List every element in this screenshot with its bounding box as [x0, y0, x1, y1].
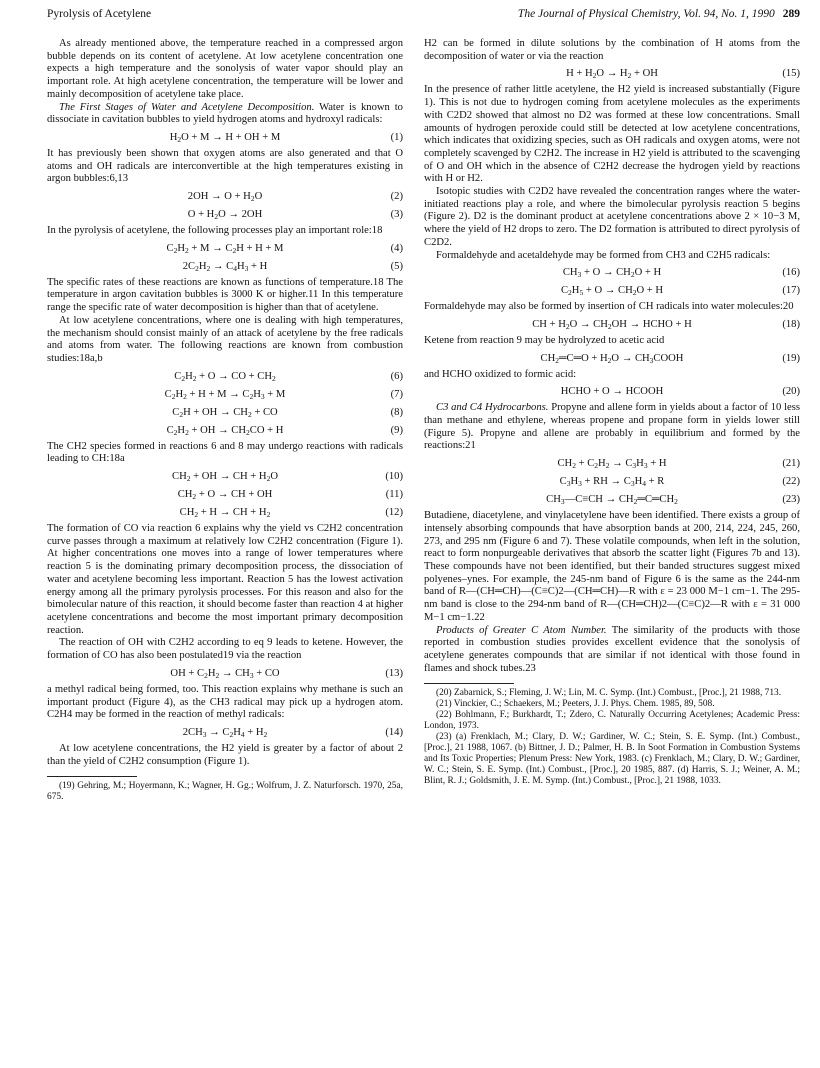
- paragraph: At low acetylene concentrations, where one is dealing with high temperatures, the mechanism should consist mainly of an attack of acetylene by the free radicals and atoms from water. The following reactions are known from combustion studies:18a,b: [47, 314, 403, 364]
- paragraph: At low acetylene concentrations, the H2 yield is greater by a factor of about 2 than the yield of C2H2 consumption (Figure 1).: [47, 742, 403, 767]
- equation-8: $C_2H$ + OH → $CH_2$ + CO (8): [172, 406, 403, 419]
- footnote-20: (20) Zabarnick, S.; Fleming, J. W.; Lin, M. C. Symp. (Int.) Combust., [Proc.], 21 1988, 713.: [436, 688, 782, 699]
- right-column: [424, 38, 800, 787]
- equation-6: $C_2H_2 + O$ → CO + $CH_2$ (6): [174, 370, 403, 383]
- footnote-19: (19) Gehring, M.; Hoyermann, K.; Wagner, H. Gg.; Wolfrum, J. Z. Naturforsch. 1970, 25a, 675.: [47, 781, 403, 803]
- equation-16: $CH_3 + O \to CH_2O + H$ (16): [562, 267, 800, 280]
- equation-11: $CH_2 + O$ → CH + OH (11): [177, 489, 403, 502]
- page-number: 289: [782, 8, 800, 20]
- left-column: [47, 38, 403, 803]
- equation-1: $H_2O + M \to H$ + OH + M (1): [169, 131, 403, 144]
- equation-5: $2C_2H_2 \to C_4H_3 + H$ (5): [182, 260, 403, 273]
- equation-12: $CH_2 + H$ → CH + $H_2$ (12): [179, 507, 403, 520]
- section-heading: C3 and C4 Hydrocarbons.: [436, 402, 549, 414]
- paragraph: The CH2 species formed in reactions 6 and 8 may undergo reactions with radicals leading to CH:18a: [47, 440, 403, 465]
- equation-18: CH + $H_2O \to CH_2OH$ → HCHO + H (18): [532, 318, 800, 331]
- paragraph: The reaction of OH with C2H2 according to eq 9 leads to ketene. However, the formation of CO has also been postulated19 via the reaction: [47, 637, 403, 662]
- equation-19: $CH_2═C═O + H_2O$ → $CH_3COOH$ (19): [540, 352, 800, 365]
- equation-14: $2CH_3 \to C_2H_4 + H_2$ (14): [182, 726, 403, 739]
- paragraph: a methyl radical being formed, too. This reaction explains why methane is such an important product (Figure 4), as the CH3 radical may pick up a hydrogen atom. C2H4 may be formed in the reaction of methyl radicals:: [47, 683, 403, 721]
- equation-13: OH + $C_2H_2 \to CH_3$ + CO (13): [170, 667, 403, 680]
- equation-15: $H + H_2O \to H_2$ + OH (15): [566, 68, 800, 81]
- footnotes: [424, 688, 800, 787]
- equation-10: $CH_2$ + OH → CH + $H_2O$ (10): [172, 471, 403, 484]
- paragraph: The First Stages of Water and Acetylene Decomposition. Water is known to dissociate in cavitation bubbles to yield hydrogen atoms and hydroxyl radicals:: [47, 101, 403, 126]
- equation-3: $O + H_2O \to 2OH$ (3): [187, 209, 403, 222]
- paragraph: The formation of CO via reaction 6 explains why the yield vs C2H2 concentration curve passes through a maximum at relatively low C2H2 concentration (Figure 1). At higher concentrations one moves into a range of lower temperatures where reaction 5 is the dominating primary decomposition process, the dissociation of water and acetylene becoming less important. Reaction 5 has the lowest activation energy among all the primary pyrolysis processes. For this reason and also for the bimolecular nature of this reaction, it should become faster than reaction 4 at higher acetylene concentrations and become the most important primary decomposition reaction.: [47, 523, 403, 636]
- paragraph: Butadiene, diacetylene, and vinylacetylene have been identified. There exists a group of intensely absorbing compounds that have absorption bands at 200, 214, 224, 245, 260, 273, and 295 nm (Figure 6 and 7). These volatile compounds, when left in the solution, react to form nonpurgeable derivatives that absorb the scatter light (Figures 7b and 13). These compounds have not been identified, but their banded structures suggest mixed polyenes–ynes. For example, the 245-nm band of Figure 6 is the same as the 244-nm band of R—(CH═CH)—(C≡C)2—(CH═CH)—R with ε = 23 000 M−1 cm−1. The 295-nm band is close to the 294-nm band of R—(CH═CH)2—(C≡C)2—R with ε = 31 000 M−1 cm−1.22: [424, 510, 800, 623]
- equation-17: $C_2H_5 + O \to CH_2O + H$ (17): [560, 285, 800, 298]
- footnotes: [47, 781, 403, 803]
- footnote-21: (21) Vinckier, C.; Schaekers, M.; Peeters, J. J. Phys. Chem. 1985, 89, 508.: [436, 699, 715, 710]
- footnote-22: (22) Bohlmann, F.; Burkhardt, T.; Zdero, C. Naturally Occurring Acetylenes; Academic Press: London, 1973.: [424, 710, 800, 732]
- paragraph: Formaldehyde may also be formed by insertion of CH radicals into water molecules:20: [424, 301, 794, 313]
- paragraph: Isotopic studies with C2D2 have revealed the concentration ranges where the water-initiated reactions play a role, and where the bimolecular pyrolysis reaction 5 begins (Figure 2). D2 is the dominant product at acetylene concentrations above 2 × 10−3 M, where the yield of H2 drops to zero. The D2 formation is attributed to direct pyrolysis of C2D2.: [424, 186, 800, 248]
- paragraph: As already mentioned above, the temperature reached in a compressed argon bubble depends on its content of acetylene. At low acetylene concentration one expects a high temperature and the sonolysis of water vapor should play an important role. At high acetylene concentration, the temperature will be lower and mainly decomposition of acetylene take place.: [47, 38, 403, 100]
- equation-4: $C_2H_2 + M \to C_2H + H + M$ (4): [166, 242, 403, 255]
- footnote-23: (23) (a) Frenklach, M.; Clary, D. W.; Gardiner, W. C.; Stein, S. E. Symp. (Int.) Combust., [Proc.], 21 1988, 1067. (b) Bittner, J. D.; Palmer, H. B. In Soot Formation in Combustion Systems and Its Toxic Properties; Plenum Press: New York, 1983. (c) Frenklach, M.; Clary, D. W.; Gardiner, W. C.; Stein, S. E. Symp. (Int.) Combust., [Proc.], 20 1985, 887. (d) Harris, S. J.; Weiner, A. M.; Blint, R. J.; Goldsmith, J. E. M. Symp. (Int.) Combust., [Proc.], 21 1988, 1033.: [424, 732, 800, 787]
- paragraph: C3 and C4 Hydrocarbons. Propyne and allene form in yields about a factor of 10 less than methane and ethylene, whereas propene and propane form in yields lower still (Figure 5). Propyne and allene are probably in equilibrium and formed by the reactions:21: [424, 402, 800, 452]
- paragraph: and HCHO oxidized to formic acid:: [424, 368, 577, 380]
- running-header-left: Pyrolysis of Acetylene: [47, 8, 152, 20]
- paragraph: Products of Greater C Atom Number. The similarity of the products with those reported in combustion studies provides excellent evidence that the sonolysis of acetylene generates compounds that are similar if not identical with those found in flames and shock tubes.23: [424, 624, 800, 674]
- equation-9: $C_2H_2$ + OH → $CH_2CO + H$ (9): [166, 424, 403, 437]
- equation-2: $2OH \to O + H_2O$ (2): [187, 191, 403, 204]
- section-heading: The First Stages of Water and Acetylene Decomposition.: [59, 101, 315, 113]
- paragraph: H2 can be formed in dilute solutions by the combination of H atoms from the decomposition of water or via the reaction: [424, 38, 800, 62]
- equation-7: $C_2H_2 + H + M \to C_2H_3 + M$ (7): [164, 388, 403, 401]
- equation-23: $CH_3—C\equiv CH$ → $CH_2═C═CH_2$ (23): [546, 494, 800, 507]
- paragraph: Ketene from reaction 9 may be hydrolyzed to acetic acid: [424, 334, 665, 346]
- paragraph: Formaldehyde and acetaldehyde may be formed from CH3 and C2H5 radicals:: [436, 249, 771, 261]
- paragraph: It has previously been shown that oxygen atoms are also generated and that O atoms and OH radicals are interconvertible at the high temperatures existing in argon bubbles:6,13: [47, 147, 403, 185]
- section-heading: Products of Greater C Atom Number.: [436, 624, 607, 636]
- paragraph: In the presence of rather little acetylene, the H2 yield is increased substantially (Figure 1). This is not due to hydrogen coming from acetylene molecules as the experiments with C2D2 showed that almost no D2 was formed at these low concentrations. Small amounts of hydrogen peroxide could still be detected at low acetylene concentrations, which indicates that oxidizing species, such as OH radicals and oxygen atoms, were not completely scavenged by C2H2. The increase in H2 yield is attributed to the scavenging of O and OH which in the absence of C2H2 decrease the hydrogen yield by reactions with H or H2.: [424, 84, 800, 185]
- equation-22: $C_3H_3$ + RH → $C_3H_4 + R$ (22): [559, 476, 800, 489]
- footnote-divider: [424, 683, 514, 684]
- equation-21: $CH_2 + C_2H_2 \to C_3H_3 + H$ (21): [557, 458, 800, 471]
- running-header-right: The Journal of Physical Chemistry, Vol. 94, No. 1, 1990 289: [517, 8, 800, 20]
- paragraph: The specific rates of these reactions are known as functions of temperature.18 The temperature in argon cavitation bubbles is 3000 K or higher.11 In this temperature range the specific rate of water decomposition is higher than that of acetylene.: [47, 276, 403, 314]
- paragraph: In the pyrolysis of acetylene, the following processes play an important role:18: [47, 225, 383, 237]
- equation-20: HCHO + O → HCOOH (20): [560, 386, 800, 398]
- footnote-divider: [47, 776, 137, 777]
